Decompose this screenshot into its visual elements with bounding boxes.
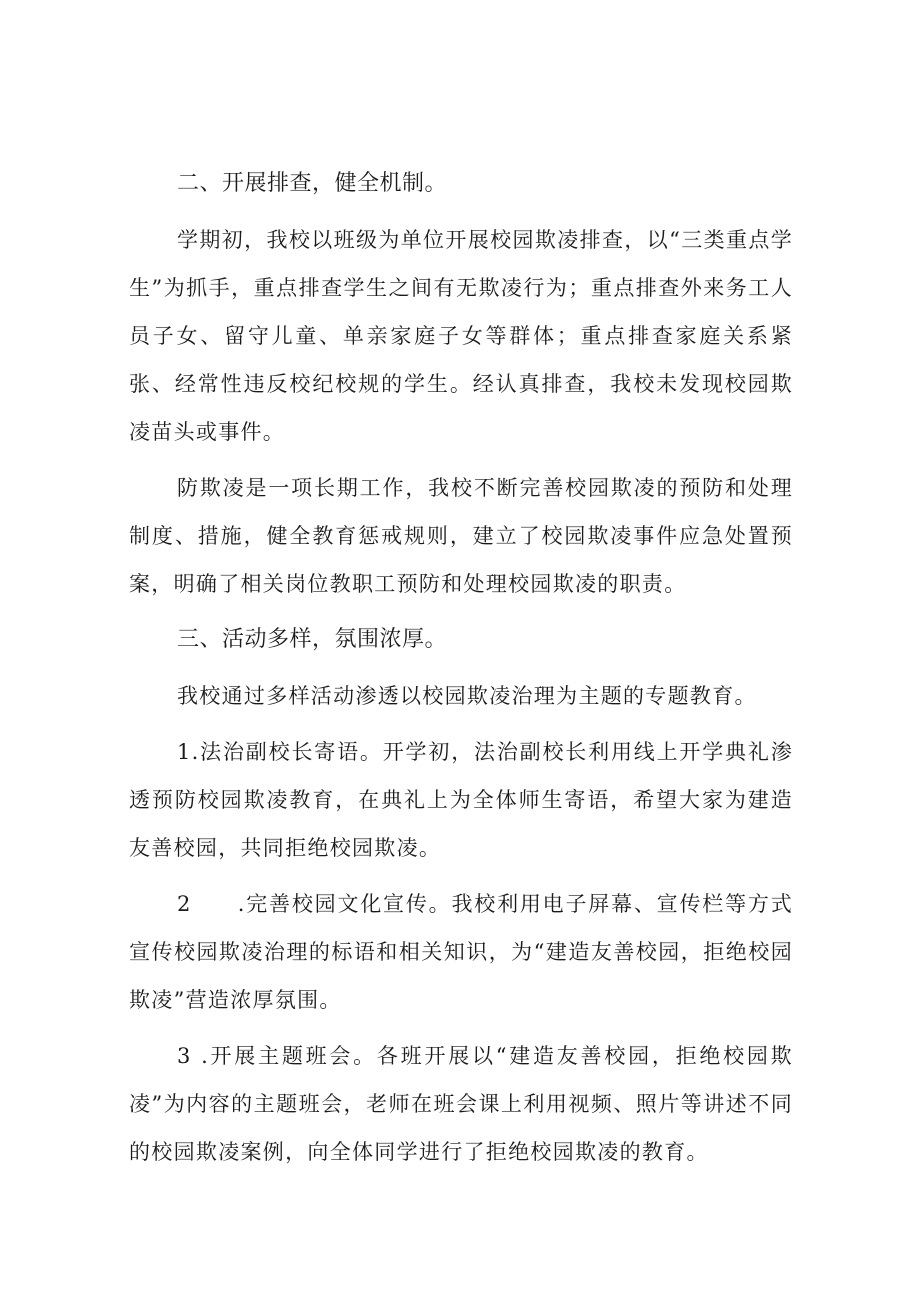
section-2-heading: 二、开展排查，健全机制。 bbox=[177, 171, 448, 196]
section-3-item-2: 2 .完善校园文化宣传。我校利用电子屏幕、宣传栏等方式宣传校园欺凌治理的标语和相关知识，为“建造友善校园，拒绝校园欺凌”营造浓厚氛围。 bbox=[129, 892, 793, 1012]
section-3-intro: 我校通过多样活动渗透以校园欺凌治理为主题的专题教育。 bbox=[177, 684, 757, 708]
document-body bbox=[129, 160, 793, 1184]
section-3-heading: 三、活动多样，氛围浓厚。 bbox=[177, 627, 448, 652]
section-3-item-1: 1.法治副校长寄语。开学初，法治副校长利用线上开学典礼渗透预防校园欺凌教育，在典礼上为全体师生寄语，希望大家为建造友善校园，共同拒绝校园欺凌。 bbox=[129, 740, 793, 860]
section-2-paragraph-2: 防欺凌是一项长期工作，我校不断完善校园欺凌的预防和处理制度、措施，健全教育惩戒规则，建立了校园欺凌事件应急处置预案，明确了相关岗位教职工预防和处理校园欺凌的职责。 bbox=[129, 476, 793, 596]
section-2-paragraph-1: 学期初，我校以班级为单位开展校园欺凌排查，以“三类重点学生”为抓手，重点排查学生之间有无欺凌行为；重点排查外来务工人员子女、留守儿童、单亲家庭子女等群体；重点排查家庭关系紧张、经常性违反校纪校规的学生。经认真排查，我校未发现校园欺凌苗头或事件。 bbox=[129, 228, 793, 444]
section-3-item-3: 3 .开展主题班会。各班开展以“建造友善校园，拒绝校园欺凌”为内容的主题班会，老师在班会课上利用视频、照片等讲述不同的校园欺凌案例，向全体同学进行了拒绝校园欺凌的教育。 bbox=[129, 1044, 793, 1164]
